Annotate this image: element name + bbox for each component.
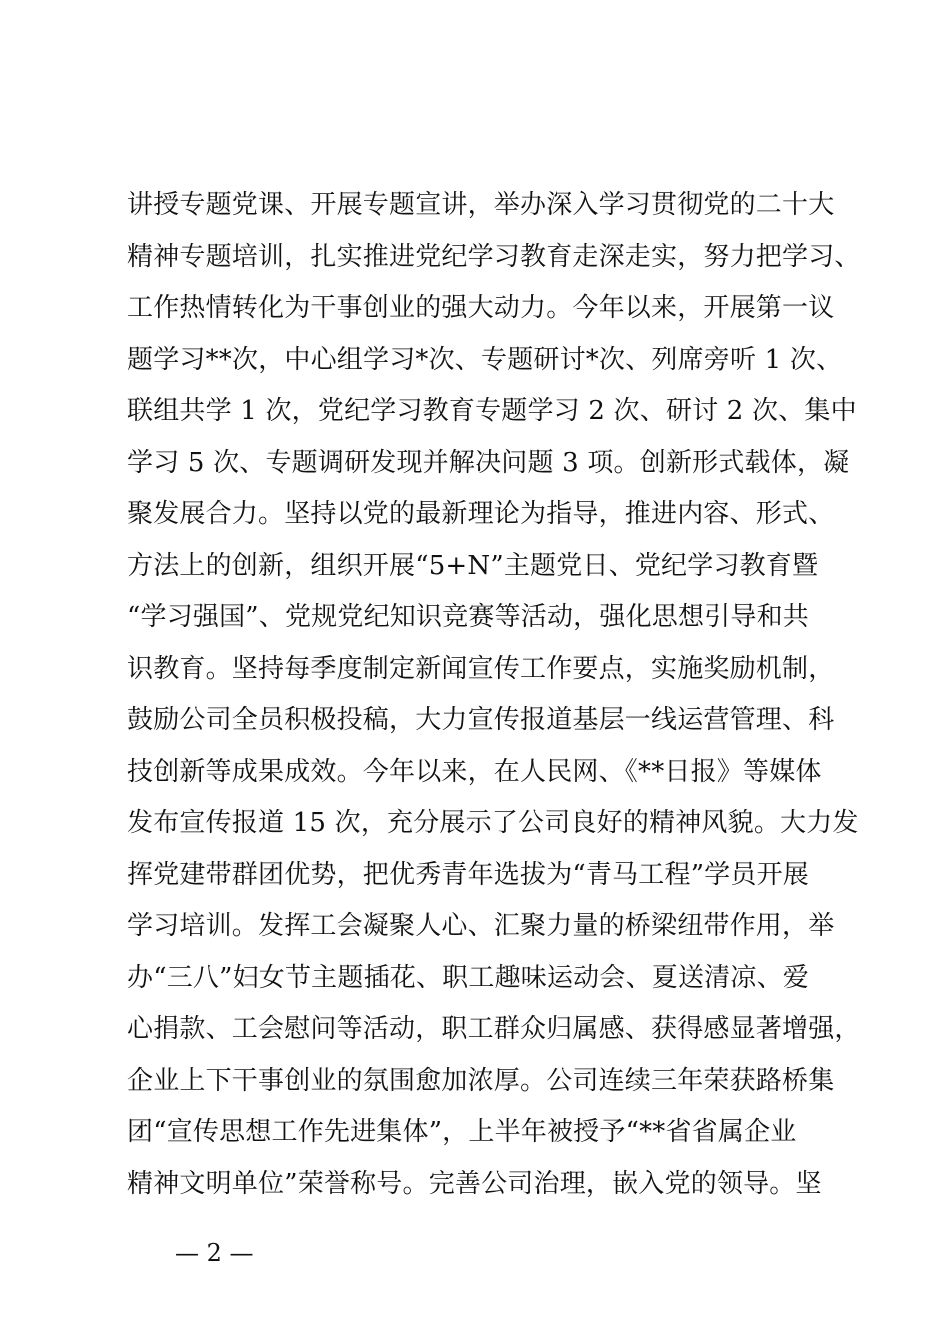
text-line: 精神专题培训，扎实推进党纪学习教育走深走实，努力把学习、: [127, 241, 861, 272]
text-line: 技创新等成果成效。今年以来，在人民网、《**日报》等媒体: [127, 756, 822, 787]
text-line: “学习强国”、党规党纪知识竞赛等活动，强化思想引导和共: [127, 602, 809, 632]
text-line: 团“宣传思想工作先进集体”，上半年被授予“**省省属企业: [127, 1117, 797, 1147]
text-line: 挥党建带群团优势，把优秀青年选拔为“青马工程”学员开展: [127, 859, 809, 890]
text-line: 心捐款、工会慰问等活动，职工群众归属感、获得感显著增强，: [127, 1014, 861, 1044]
text-line: 讲授专题党课、开展专题宣讲，举办深入学习贯彻党的二十大: [127, 190, 835, 220]
text-line: 聚发展合力。坚持以党的最新理论为指导，推进内容、形式、: [127, 499, 835, 529]
page-number: — 2 —: [175, 1239, 254, 1267]
text-line: 联组共学 1 次，党纪学习教育专题学习 2 次、研讨 2 次、集中: [127, 396, 857, 426]
text-line: 学习培训。发挥工会凝聚人心、汇聚力量的桥梁纽带作用，举: [127, 911, 835, 941]
text-line: 精神文明单位”荣誉称号。完善公司治理，嵌入党的领导。坚: [127, 1168, 822, 1199]
text-line: 方法上的创新，组织开展“5+N”主题党日、党纪学习教育暨: [127, 550, 819, 581]
text-line: 企业上下干事创业的氛围愈加浓厚。公司连续三年荣获路桥集: [127, 1065, 835, 1096]
text-line: 发布宣传报道 15 次，充分展示了公司良好的精神风貌。大力发: [127, 808, 859, 838]
text-line: 鼓励公司全员积极投稿，大力宣传报道基层一线运营管理、科: [127, 705, 835, 735]
text-line: 识教育。坚持每季度制定新闻宣传工作要点，实施奖励机制，: [127, 653, 835, 684]
text-line: 工作热情转化为干事创业的强大动力。今年以来，开展第一议: [127, 293, 835, 323]
text-line: 题学习**次，中心组学习*次、专题研讨*次、列席旁听 1 次、: [127, 344, 843, 375]
body-text: [127, 180, 861, 1210]
text-line: 学习 5 次、专题调研发现并解决问题 3 项。创新形式载体，凝: [127, 447, 850, 478]
text-line: 办“三八”妇女节主题插花、职工趣味运动会、夏送清凉、爱: [127, 962, 809, 993]
